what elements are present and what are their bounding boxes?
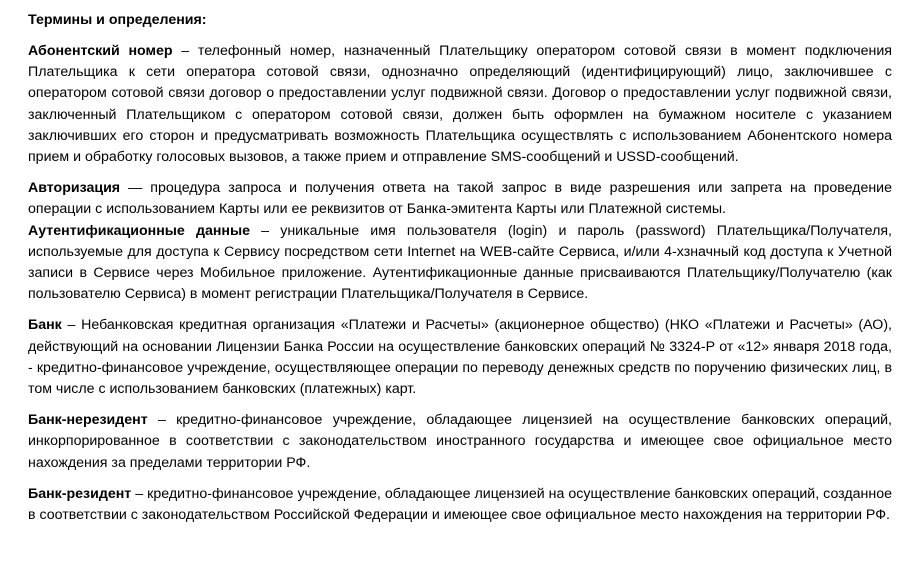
term-definition: телефонный номер, назначенный Плательщику оператором сотовой связи в момент подключения Плательщика к сети оператора сотовой связи, однозначно определяющий (идентифицирующий) лицо, заключившее с оператором сотовой связи договор о предоставлении услуг подвижной связи. Договор о предоставлении услуг подвижной связи, заключенный Плательщиком с оператором сотовой связи, должен быть оформлен на бумажном носителе с указанием заключивших его сторон и предусматривать возможность Плательщика осуществлять с использованием Абонентского номера прием и обработку голосовых вызовов, а также прием и отправление SMS-сообщений и USSD-сообщений.	[28, 43, 892, 166]
term-definition: уникальные имя пользователя (login) и пароль (password) Плательщика/Получателя, используемые для доступа к Сервису посредством сети Internet на WEB-сайте Сервиса, и/или 4-хзначный код доступа к Учетной записи в Сервисе через Мобильное приложение. Аутентификационные данные присваиваются Плательщику/Получателю (как пользователю Сервиса) в момент регистрации Плательщика/Получателя в Сервисе.	[28, 222, 892, 303]
term-definition: процедура запроса и получения ответа на такой запрос в виде разрешения или запрета на проведение операции с использованием Карты или ее реквизитов от Банка-эмитента Карты или Платежной системы.	[28, 180, 892, 218]
term-separator: –	[250, 222, 281, 239]
term-separator: —	[120, 180, 151, 197]
term-title: Банк-резидент	[28, 485, 132, 502]
term-separator: –	[147, 412, 177, 429]
term-title: Авторизация	[28, 180, 121, 197]
term-separator: –	[172, 43, 198, 59]
term-title: Абонентский номер	[28, 43, 173, 59]
term-title: Аутентификационные данные	[28, 222, 250, 239]
term-entry-subscriber-number	[28, 41, 892, 168]
term-separator: –	[61, 317, 82, 334]
term-definition: кредитно-финансовое учреждение, обладающее лицензией на осуществление банковских операций, инкорпорированное в соответствии с законодательством иностранного государства и имеющее свое официальное место нахождения за пределами территории РФ.	[28, 412, 892, 471]
section-heading: Термины и определения:	[28, 12, 207, 28]
term-entry-nonresident-bank	[28, 410, 892, 474]
term-title: Банк-нерезидент	[28, 412, 148, 429]
term-entry-authentication-data	[28, 221, 892, 306]
term-entry-authorization	[28, 178, 892, 220]
term-definition: Небанковская кредитная организация «Платежи и Расчеты» (акционерное общество) (НКО «Платежи и Расчеты» (АО), действующий на основании Лицензии Банка России на осуществление банковских операций № 3324-Р от «12» января 2018 года, - кредитно-финансовое учреждение, осуществляющее операции по переводу денежных средств по поручению физических лиц, в том числе с использованием банковских (платежных) карт.	[28, 317, 893, 398]
term-title: Банк	[28, 317, 62, 334]
term-entry-resident-bank	[28, 484, 892, 526]
term-separator: –	[131, 485, 148, 502]
term-definition: кредитно-финансовое учреждение, обладающее лицензией на осуществление банковских операций, созданное в соответствии с законодательством Российской Федерации и имеющее свое официальное место нахождения на территории РФ.	[28, 485, 892, 524]
term-entry-bank	[28, 315, 892, 400]
